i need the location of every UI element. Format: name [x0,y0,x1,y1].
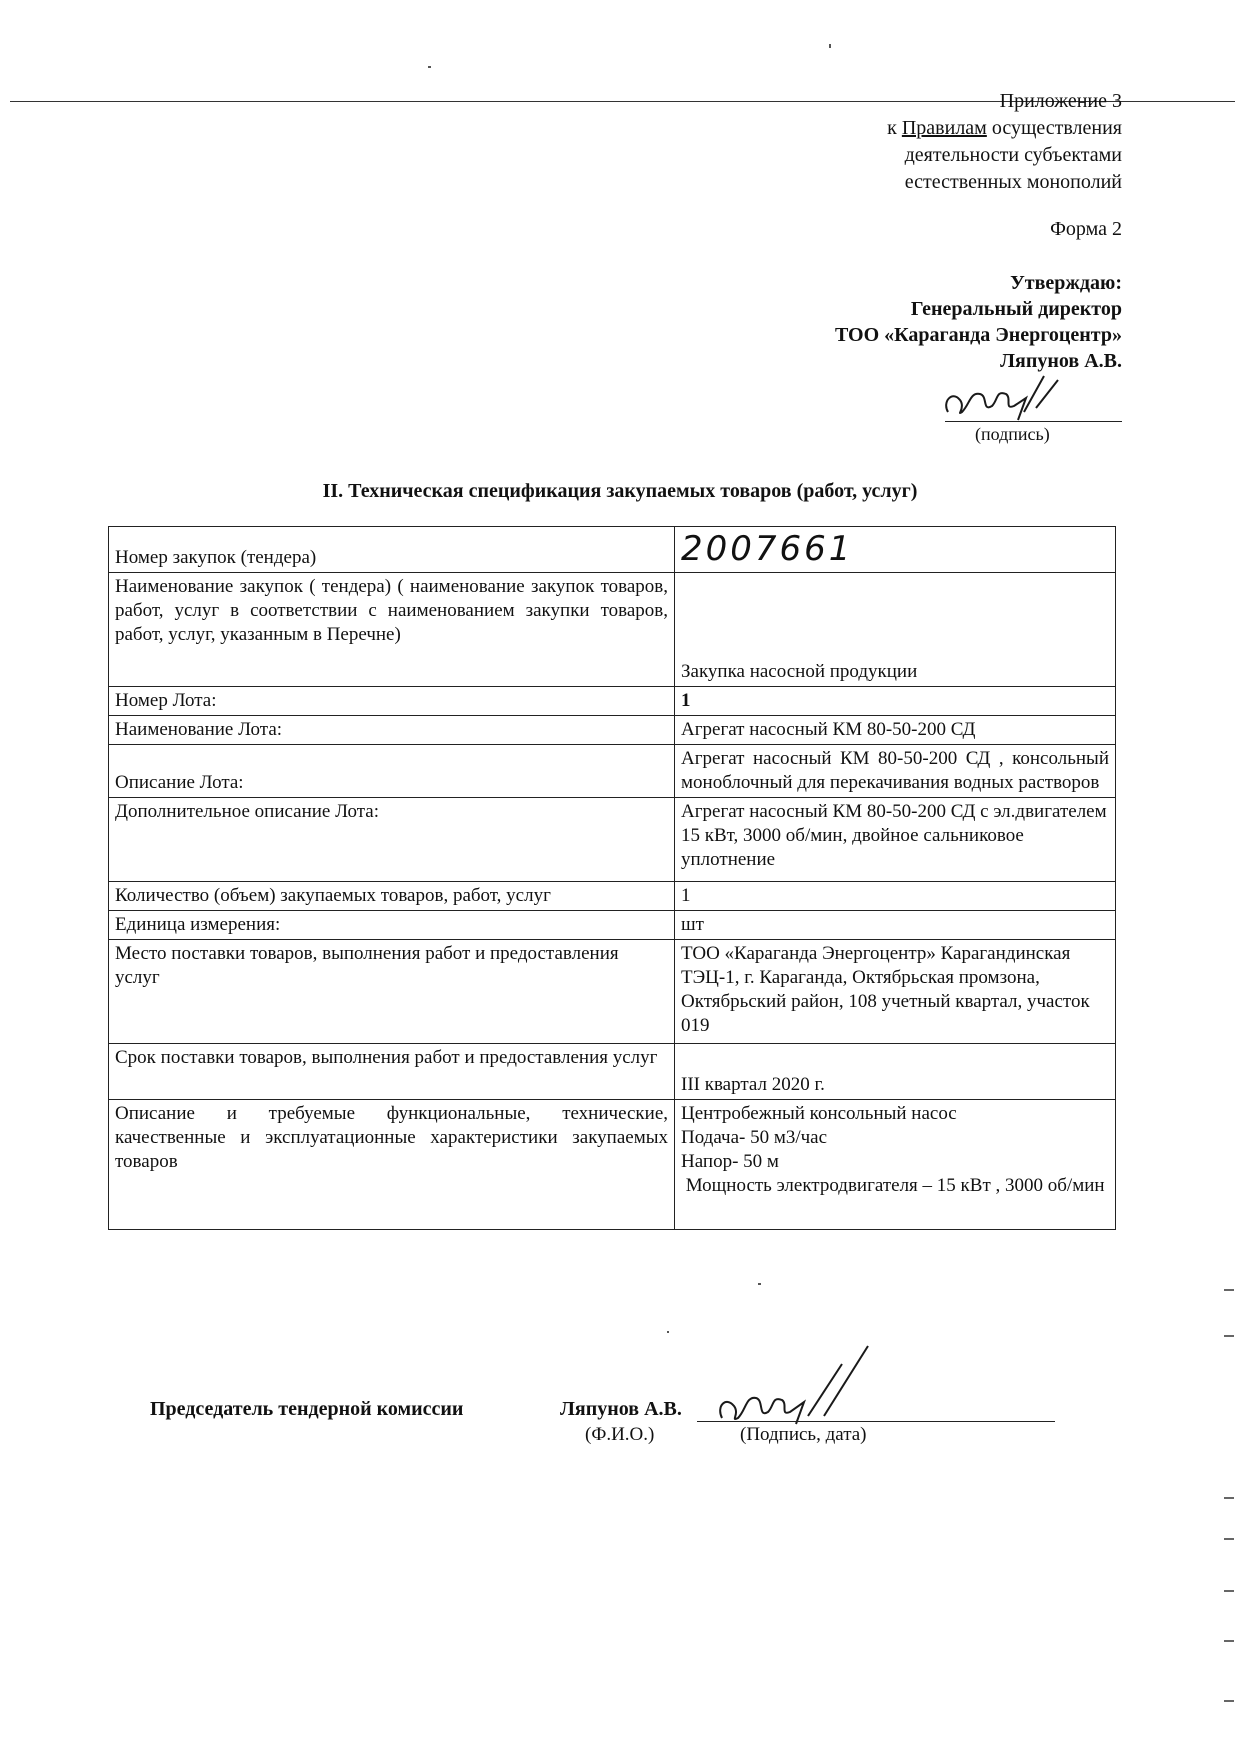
table-row [109,940,1116,1044]
table-row [109,798,1116,882]
chair-name: Ляпунов А.В. [560,1398,682,1420]
chair-signature [712,1340,882,1430]
scan-margin-mark [1224,1289,1234,1291]
row-label: Наименование закупок ( тендера) ( наименование закупок товаров, работ, услуг в соответствии с наименованием закупки товаров, работ, услуг, указанным в Перечне) [109,573,675,687]
row-label: Количество (объем) закупаемых товаров, работ, услуг [109,882,675,911]
row-value-lines [675,1100,1116,1230]
table-row [109,716,1116,745]
row-label: Единица измерения: [109,911,675,940]
scan-margin-mark [1224,1590,1234,1592]
spec-line: Напор- 50 м [681,1151,779,1172]
scan-speck [829,44,831,48]
row-value: Агрегат насосный КМ 80-50-200 СД , консольный моноблочный для перекачивания водных растворов [675,745,1116,798]
form-label: Форма 2 [1050,218,1122,240]
scan-speck [428,66,431,68]
approval-line-1: Утверждаю: [1010,272,1122,294]
row-value: 1 [675,687,1116,716]
row-value: Агрегат насосный КМ 80-50-200 СД [675,716,1116,745]
row-label: Номер Лота: [109,687,675,716]
approval-line-2: Генеральный директор [910,298,1122,320]
annex-line-4: естественных монополий [904,171,1122,193]
signature-hint: (подпись) [975,424,1050,444]
chair-label: Председатель тендерной комиссии [150,1398,464,1420]
table-row [109,1044,1116,1100]
row-value: шт [675,911,1116,940]
row-value: Закупка насосной продукции [675,573,1116,687]
row-value: ТОО «Караганда Энергоцентр» Карагандинская ТЭЦ-1, г. Караганда, Октябрьская промзона, Октябрьский район, 108 учетный квартал, участок 019 [675,940,1116,1044]
director-signature-line [945,421,1122,422]
annex-line-3: деятельности субъектами [904,144,1122,166]
chair-signature-line [697,1421,1055,1422]
table-row [109,882,1116,911]
scan-margin-mark [1224,1640,1234,1642]
annex-line-1: Приложение 3 [999,90,1122,112]
annex-line-2 [702,115,1122,142]
section-title: II. Техническая спецификация закупаемых товаров (работ, услуг) [322,480,918,502]
table-row [109,687,1116,716]
row-value: III квартал 2020 г. [675,1044,1116,1100]
scan-speck [667,1331,669,1333]
row-label: Место поставки товаров, выполнения работ и предоставления услуг [109,940,675,1044]
row-label: Описание и требуемые функциональные, технические, качественные и эксплуатационные характеристики закупаемых товаров [109,1100,675,1230]
table-row [109,527,1116,573]
scan-margin-mark [1224,1335,1234,1337]
sign-date-hint: (Подпись, дата) [740,1424,867,1445]
scan-speck [758,1283,761,1285]
annex-line-2-suffix: осуществления [986,117,1122,139]
spec-line: Подача- 50 м3/час [681,1127,828,1148]
approval-line-4: Ляпунов А.В. [1000,350,1122,372]
spec-line: Мощность электродвигателя – 15 кВт , 3000 об/мин [681,1175,1105,1196]
scan-margin-mark [1224,1497,1234,1499]
tender-number: 2007661 [675,527,1116,573]
row-value: 1 [675,882,1116,911]
approval-line-3: ТОО «Караганда Энергоцентр» [834,324,1122,346]
row-label: Описание Лота: [109,745,675,798]
row-label: Наименование Лота: [109,716,675,745]
row-label: Дополнительное описание Лота: [109,798,675,882]
table-row [109,573,1116,687]
row-label: Срок поставки товаров, выполнения работ и предоставления услуг [109,1044,675,1100]
table-row [109,745,1116,798]
director-signature [940,372,1070,432]
scan-margin-mark [1224,1700,1234,1702]
spec-line: Центробежный консольный насос [681,1103,957,1124]
table-row [109,1100,1116,1230]
row-label: Номер закупок (тендера) [109,527,675,573]
scan-margin-mark [1224,1538,1234,1540]
fio-hint: (Ф.И.О.) [585,1424,655,1445]
spec-table [108,526,1116,1230]
annex-line-2-prefix: к [887,117,902,139]
rules-link[interactable]: Правилам [901,117,987,139]
row-value: Агрегат насосный КМ 80-50-200 СД с эл.двигателем 15 кВт, 3000 об/мин, двойное сальниковое уплотнение [675,798,1116,882]
approval-block [682,270,1122,374]
annex-header [702,88,1122,196]
table-row [109,911,1116,940]
